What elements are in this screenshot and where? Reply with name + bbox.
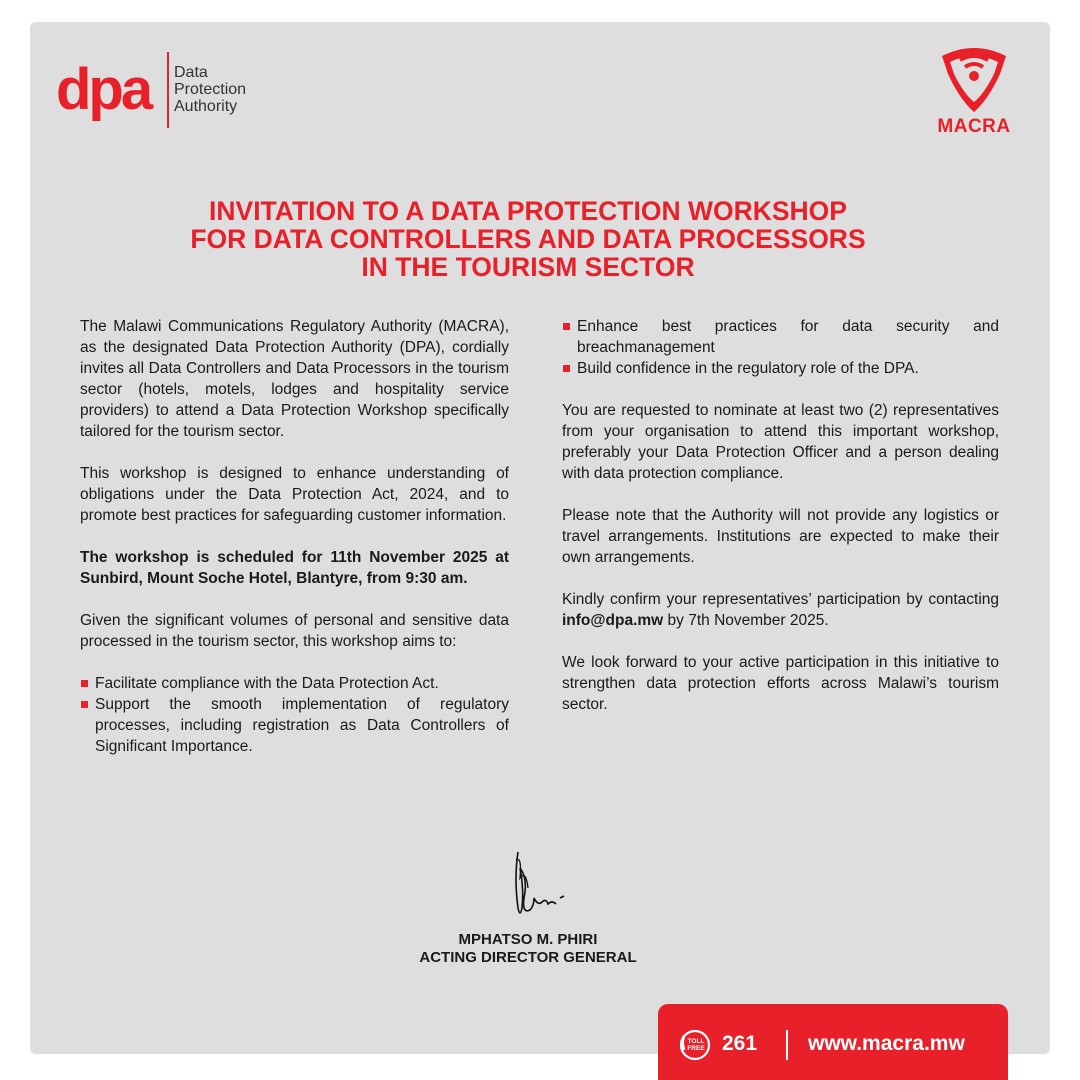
signature-image bbox=[508, 848, 572, 920]
title-line: IN THE TOURISM SECTOR bbox=[361, 252, 695, 282]
confirmation-deadline: by 7th November 2025. bbox=[663, 612, 829, 629]
left-column bbox=[80, 316, 509, 778]
toll-free-phone-icon bbox=[678, 1028, 712, 1062]
aims-list-item: Facilitate compliance with the Data Protection Act. bbox=[80, 673, 509, 694]
intro-paragraph: The Malawi Communications Regulatory Authority (MACRA), as the designated Data Protection Authority (DPA), cordially invites all Data Controllers and Data Processors in the tourism sector (hotels, motels, lodges and hospitality service providers) to attend a Data Protection Workshop specifically tailored for the tourism sector. bbox=[80, 318, 509, 440]
aims-list-continued bbox=[562, 316, 999, 379]
confirmation-text: Kindly confirm your representatives’ participation by contacting bbox=[562, 591, 999, 608]
svg-text:TOLL: TOLL bbox=[687, 1038, 705, 1045]
footer-bar bbox=[658, 1004, 1008, 1080]
right-column bbox=[562, 316, 999, 736]
aims-list-item: Support the smooth implementation of regulatory processes, including registration as Data Controllers of Significant Importance. bbox=[80, 694, 509, 757]
title-line: FOR DATA CONTROLLERS AND DATA PROCESSORS bbox=[190, 224, 866, 254]
closing-paragraph: We look forward to your active participation in this initiative to strengthen data protection efforts across Malawi’s tourism sector. bbox=[562, 654, 999, 713]
dpa-logo-divider bbox=[167, 52, 169, 128]
footer-divider bbox=[786, 1030, 788, 1060]
dpa-subtitle-line: Data bbox=[174, 64, 208, 81]
contact-email[interactable]: info@dpa.mw bbox=[562, 612, 664, 629]
schedule-paragraph: The workshop is scheduled for 11th November 2025 at Sunbird, Mount Soche Hotel, Blantyre, from 9:30 am. bbox=[80, 549, 509, 587]
svg-text:FREE: FREE bbox=[687, 1045, 705, 1052]
signatory bbox=[380, 931, 676, 967]
confirmation-paragraph bbox=[562, 589, 999, 631]
page-title bbox=[130, 197, 926, 281]
aims-list bbox=[80, 673, 509, 757]
aims-list-item: Enhance best practices for data security and breachmanagement bbox=[562, 316, 999, 358]
title-line: INVITATION TO A DATA PROTECTION WORKSHOP bbox=[209, 196, 847, 226]
dpa-wordmark: dpa bbox=[56, 57, 151, 122]
signatory-name: MPHATSO M. PHIRI bbox=[458, 931, 598, 948]
toll-free-number[interactable]: 261 bbox=[722, 1032, 758, 1055]
aims-paragraph: Given the significant volumes of personal and sensitive data processed in the tourism sector, this workshop aims to: bbox=[80, 612, 509, 650]
aims-list-item: Build confidence in the regulatory role of the DPA. bbox=[562, 358, 999, 379]
logistics-paragraph: Please note that the Authority will not provide any logistics or travel arrangements. Institutions are expected to make their own arrangements. bbox=[562, 507, 999, 566]
nomination-paragraph: You are requested to nominate at least two (2) representatives from your organisation to attend this important workshop, preferably your Data Protection Officer and a person dealing with data protection compliance. bbox=[562, 402, 999, 482]
purpose-paragraph: This workshop is designed to enhance understanding of obligations under the Data Protection Act, 2024, and to promote best practices for safeguarding customer information. bbox=[80, 465, 509, 524]
dpa-subtitle-line: Authority bbox=[174, 98, 238, 115]
dpa-logo bbox=[56, 50, 271, 130]
dpa-subtitle bbox=[174, 64, 246, 115]
macra-emblem-icon bbox=[938, 38, 1010, 116]
dpa-subtitle-line: Protection bbox=[174, 81, 247, 98]
macra-logo bbox=[928, 38, 1020, 138]
signatory-position: ACTING DIRECTOR GENERAL bbox=[419, 949, 637, 966]
macra-name: MACRA bbox=[937, 116, 1011, 137]
website-link[interactable]: www.macra.mw bbox=[808, 1032, 965, 1055]
